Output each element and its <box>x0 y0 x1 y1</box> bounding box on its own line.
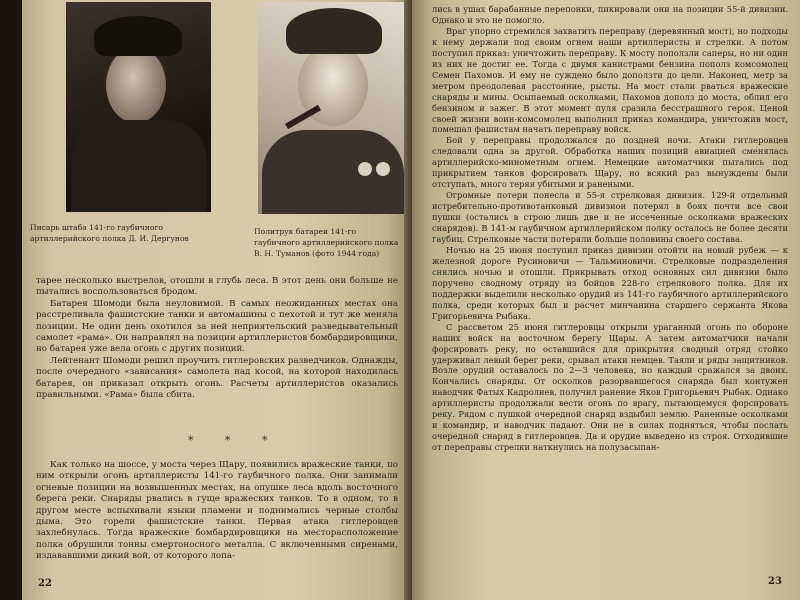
medal-icon <box>376 162 390 176</box>
left-page <box>22 0 410 600</box>
cap-icon <box>94 16 182 56</box>
right-page-text <box>432 4 788 453</box>
portrait-photo-dergunov <box>66 2 211 212</box>
paragraph: С рассветом 25 июня гитлеровцы открыли ураганный огонь по обороне наших войск на восточном берегу Щары. А затем автоматчики начали форсировать реку, но оставшийся для прикрытия сводный отряд стойко удерживал левый берег реки, срывал атаки немцев. Таяли и ряды защитников. Возле орудий оставалось по 2—3 человека, но каждый сражался за двоих. Кончались снаряды. От осколков разорвавшегося снаряда был контужен наводчик Фатых Кадролиев, получил ранение Яков Григорьевич Рыбак. Однако артиллеристы продолжали вести огонь по врагу, пытающемуся форсировать реку. Рядом с пушкой очередной снаряд вздыбил землю. Раненные осколками и командир, и наводчик падают. Они не в силах подняться, чтобы послать очередной снаряд в гитлеровцев. Да и орудие выведено из строя. Отходившие от переправы стрелки наткнулись на полузасыпан- <box>432 321 788 453</box>
paragraph: лись в ушах барабанные перепонки, пикировали они на позиции 55-й дивизии. Однако и это не помогло. <box>432 4 788 25</box>
paragraph: Бой у переправы продолжался до поздней ночи. Атаки гитлеровцев следовали одна за другой. Обработка наших позиций авиацией сменялась артиллерийско-минометным огнем. Немецкие автоматчики пытались под прикрытием танков форсировать Щару, но всякий раз вынуждены были отступать, много теряя убитыми и ранеными. <box>432 135 788 190</box>
portrait-photo-tumanov <box>258 2 408 214</box>
page-number-left: 22 <box>38 578 52 589</box>
face-icon <box>106 47 166 123</box>
page-number-right: 23 <box>768 576 782 587</box>
paragraph: Огромные потери понесла и 55-я стрелковая дивизия. 129-й отдельный истребительно-противотанковый дивизион потерял в боях почти все свои пушки (остались в строю лишь две и не иссеченные осколками вражеских снарядов). В 141-м гаубичном артиллерийском полку осталось не более десяти гаубиц. Стрелковые части потеряли больше половины своего состава. <box>432 190 788 245</box>
cap-icon <box>286 8 382 54</box>
section-separator: * * * <box>188 434 282 447</box>
paragraph: Как только на шоссе, у моста через Щару, появились вражеские танки, по ним открыли огонь артиллеристы 141-го гаубичного полка. Они занимали огневые позиции на возвышенных местах, на опушке леса вдоль восточного берега реки. Снаряды рвались в гуще вражеских танков. То в одном, то в другом месте вспыхивали языки пламени и поднимались черные столбы дыма. Это горели фашистские танки. Первая атака гитлеровцев захлебнулась. Тогда вражеские бомбардировщики на месторасположение полка обрушили тонны смертоносного металла. С включенными сиренами, издававшими дикий вой, от которого лопа- <box>36 460 398 562</box>
left-page-text-top <box>36 276 398 401</box>
photo-caption-tumanov: Политрук батареи 141-го гаубичного артиллерийского полка В. Н. Туманов (фото 1944 года) <box>254 227 399 258</box>
medal-icon <box>358 162 372 176</box>
left-page-text-bottom <box>36 460 398 563</box>
paragraph: тарее несколько выстрелов, отошли в глубь леса. В этот день они больше не пытались воспользоваться бродом. <box>36 276 398 298</box>
paragraph: Батарея Шомоди была неуловимой. В самых неожиданных местах она расстреливала фашистские танки и автомашины с пехотой и тут же меняла позиции. Не один день охотился за ней неприятельский разведывательный самолет «рама». Он направлял на позиции артиллеристов бомбардировщики, но батарея уже вела огонь с других позиций. <box>36 298 398 355</box>
paragraph: Ночью на 25 июня поступил приказ дивизии отойти на новый рубеж — к железной дороге Русиновичи — Тальминовичи. Стрелковые подразделения снялись ночью и отошли. Прикрывать отход основных сил дивизии было поручено сводному отряду из бойцов 228-го стрелкового полка. Для их поддержки выделили несколько орудий из 141-го гаубичного артиллерийского полка, среди которых был и расчет минчанина старшего сержанта Якова Григорьевича Рыбака. <box>432 244 788 321</box>
right-page <box>412 0 800 600</box>
paragraph: Лейтенант Шомоди решил проучить гитлеровских разведчиков. Однажды, после очередного «зависания» самолета над косой, на которой находилась батарея, он приказал открыть огонь. Расчеты артиллеристов оказались правильными. «Рама» была сбита. <box>36 355 398 401</box>
photo-caption-dergunov: Писарь штаба 141-го гаубичного артиллерийского полка Д. И. Дергунов <box>30 223 189 243</box>
paragraph: Враг упорно стремился захватить переправу (деревянный мост), но подходы к нему держали под своим огнем наши артиллеристы и стрелки. А потом поступил приказ: уничтожить переправу. К мосту поползли саперы, но ни один из них не достиг ее. Тогда с двумя канистрами бензина пополз комсомолец Семен Пахомов. И ему не суждено было доползти до цели. Наконец, метр за метром преодолевая расстояние, рысты. На мост стали рваться вражеские снаряды и мины. Осыпаемый осколками, Пахомов дополз до моста, облил его бензином и зажег. В этот момент пуля сразила бесстрашного героя. Ценой своей жизни воин-комсомолец выполнил приказ командира, уничтожив мост, помешал фашистам начать переправу войск. <box>432 25 788 135</box>
uniform-shape <box>71 120 207 212</box>
